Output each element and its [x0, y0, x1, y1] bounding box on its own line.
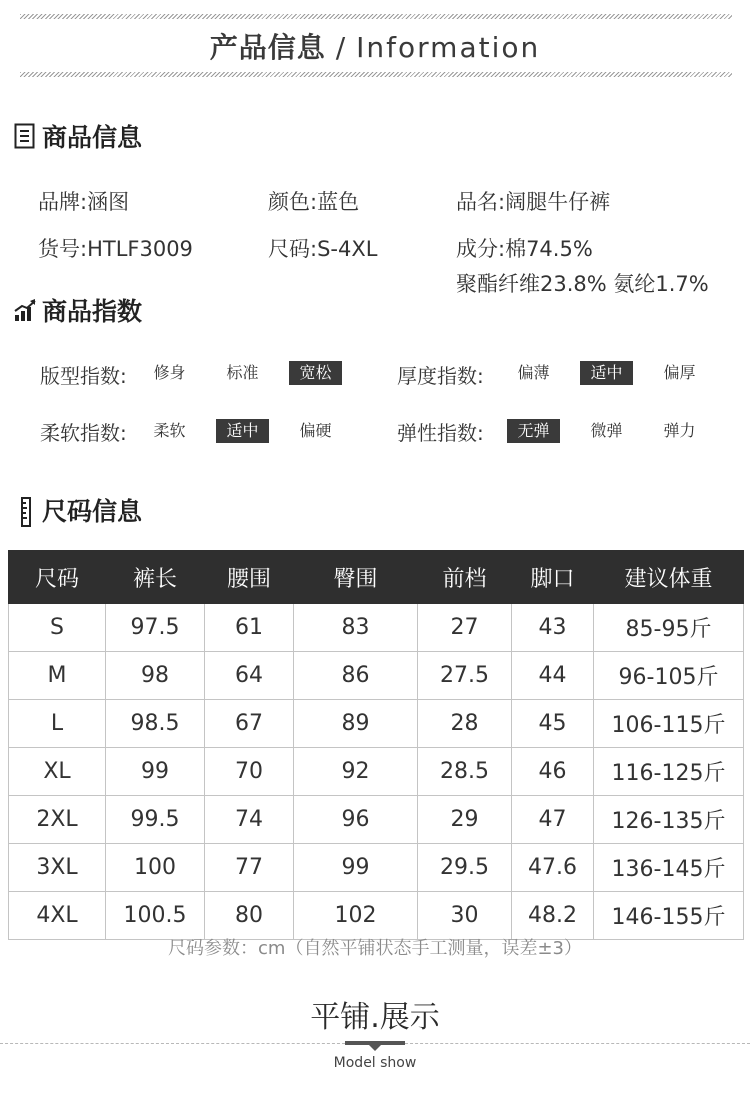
table-cell: L — [9, 700, 106, 748]
table-cell: 86 — [294, 652, 418, 700]
size-info-title: 尺码信息 — [42, 497, 143, 526]
table-cell: 126-135斤 — [594, 796, 744, 844]
table-cell: 44 — [512, 652, 594, 700]
fit-index-label: 版型指数: — [40, 364, 127, 388]
page-title — [0, 26, 750, 66]
thickness-option-medium: 适中 — [580, 361, 633, 385]
table-cell: 83 — [294, 604, 418, 652]
table-row — [9, 796, 744, 844]
size-info-heading — [14, 495, 142, 525]
fit-option-standard: 标准 — [226, 363, 259, 382]
table-row — [9, 844, 744, 892]
size-range-text: 尺码:S-4XL — [268, 237, 378, 261]
table-cell: 99 — [294, 844, 418, 892]
table-cell: 92 — [294, 748, 418, 796]
table-cell: 46 — [512, 748, 594, 796]
table-cell: 80 — [205, 892, 294, 940]
table-cell: 99 — [106, 748, 205, 796]
table-cell: 116-125斤 — [594, 748, 744, 796]
table-cell: 27 — [418, 604, 512, 652]
table-cell: 27.5 — [418, 652, 512, 700]
table-cell: 100.5 — [106, 892, 205, 940]
title-zh: 产品信息 — [209, 31, 326, 64]
table-cell: 96-105斤 — [594, 652, 744, 700]
table-cell: 70 — [205, 748, 294, 796]
table-cell: 47 — [512, 796, 594, 844]
elasticity-index-label: 弹性指数: — [397, 421, 484, 445]
product-info-heading — [14, 121, 142, 151]
table-cell: 97.5 — [106, 604, 205, 652]
table-cell: 28.5 — [418, 748, 512, 796]
table-cell: 102 — [294, 892, 418, 940]
table-row — [9, 748, 744, 796]
elasticity-option-slight: 微弹 — [590, 421, 623, 440]
elasticity-option-none: 无弹 — [507, 419, 560, 443]
table-row — [9, 604, 744, 652]
header-bottom-rule — [20, 72, 732, 77]
table-cell: 2XL — [9, 796, 106, 844]
table-cell: 98 — [106, 652, 205, 700]
column-header: 前档 — [418, 551, 512, 604]
size-note: 尺码参数：cm（自然平铺状态手工测量，误差±3） — [168, 938, 582, 959]
table-cell: 136-145斤 — [594, 844, 744, 892]
thickness-option-thick: 偏厚 — [663, 363, 696, 382]
document-list-icon — [14, 123, 36, 149]
table-cell: 74 — [205, 796, 294, 844]
table-cell: 4XL — [9, 892, 106, 940]
softness-option-hard: 偏硬 — [299, 421, 332, 440]
column-header: 尺码 — [9, 551, 106, 604]
title-separator: / — [335, 31, 347, 64]
title-en: Information — [356, 31, 541, 64]
size-table — [8, 550, 744, 940]
table-cell: 29 — [418, 796, 512, 844]
bar-chart-icon — [14, 297, 36, 323]
composition-text: 成分:棉74.5% — [456, 237, 593, 261]
table-cell: M — [9, 652, 106, 700]
product-index-heading — [14, 295, 142, 325]
table-cell: 98.5 — [106, 700, 205, 748]
table-cell: S — [9, 604, 106, 652]
table-cell: 29.5 — [418, 844, 512, 892]
thickness-option-thin: 偏薄 — [517, 363, 550, 382]
table-cell: 99.5 — [106, 796, 205, 844]
footer-divider-left — [0, 1043, 345, 1044]
column-header: 腰围 — [205, 551, 294, 604]
table-cell: 43 — [512, 604, 594, 652]
table-cell: 48.2 — [512, 892, 594, 940]
table-cell: 28 — [418, 700, 512, 748]
softness-index-label: 柔软指数: — [40, 421, 127, 445]
table-cell: 64 — [205, 652, 294, 700]
composition-text-2: 聚酯纤维23.8% 氨纶1.7% — [456, 272, 709, 296]
table-cell: 89 — [294, 700, 418, 748]
model-show-subtitle: Model show — [333, 1055, 417, 1071]
table-cell: 106-115斤 — [594, 700, 744, 748]
table-cell: 30 — [418, 892, 512, 940]
down-arrow-icon — [369, 1045, 381, 1051]
table-cell: 47.6 — [512, 844, 594, 892]
thickness-index-label: 厚度指数: — [397, 364, 484, 388]
table-cell: 3XL — [9, 844, 106, 892]
column-header: 建议体重 — [594, 551, 744, 604]
table-cell: 67 — [205, 700, 294, 748]
column-header: 裤长 — [106, 551, 205, 604]
product-info-title: 商品信息 — [42, 123, 143, 152]
table-header-row — [9, 551, 744, 604]
table-cell: 61 — [205, 604, 294, 652]
fit-option-slim: 修身 — [153, 363, 186, 382]
table-row — [9, 892, 744, 940]
table-cell: XL — [9, 748, 106, 796]
ruler-icon — [14, 497, 36, 523]
column-header: 臀围 — [294, 551, 418, 604]
fit-option-loose: 宽松 — [289, 361, 342, 385]
column-header: 脚口 — [512, 551, 594, 604]
softness-option-soft: 柔软 — [153, 421, 186, 440]
brand-text: 品牌:涵图 — [38, 190, 130, 214]
table-cell: 146-155斤 — [594, 892, 744, 940]
table-cell: 85-95斤 — [594, 604, 744, 652]
softness-option-medium: 适中 — [216, 419, 269, 443]
sku-text: 货号:HTLF3009 — [38, 237, 193, 261]
footer-divider-right — [405, 1043, 750, 1044]
table-cell: 45 — [512, 700, 594, 748]
product-name-text: 品名:阔腿牛仔裤 — [456, 190, 611, 214]
color-text: 颜色:蓝色 — [268, 190, 360, 214]
table-cell: 100 — [106, 844, 205, 892]
table-row — [9, 700, 744, 748]
elasticity-option-stretch: 弹力 — [663, 421, 696, 440]
flat-display-title: 平铺.展示 — [310, 1000, 440, 1035]
product-index-title: 商品指数 — [42, 297, 143, 326]
table-row — [9, 652, 744, 700]
table-cell: 77 — [205, 844, 294, 892]
table-cell: 96 — [294, 796, 418, 844]
header-top-rule — [20, 14, 732, 19]
